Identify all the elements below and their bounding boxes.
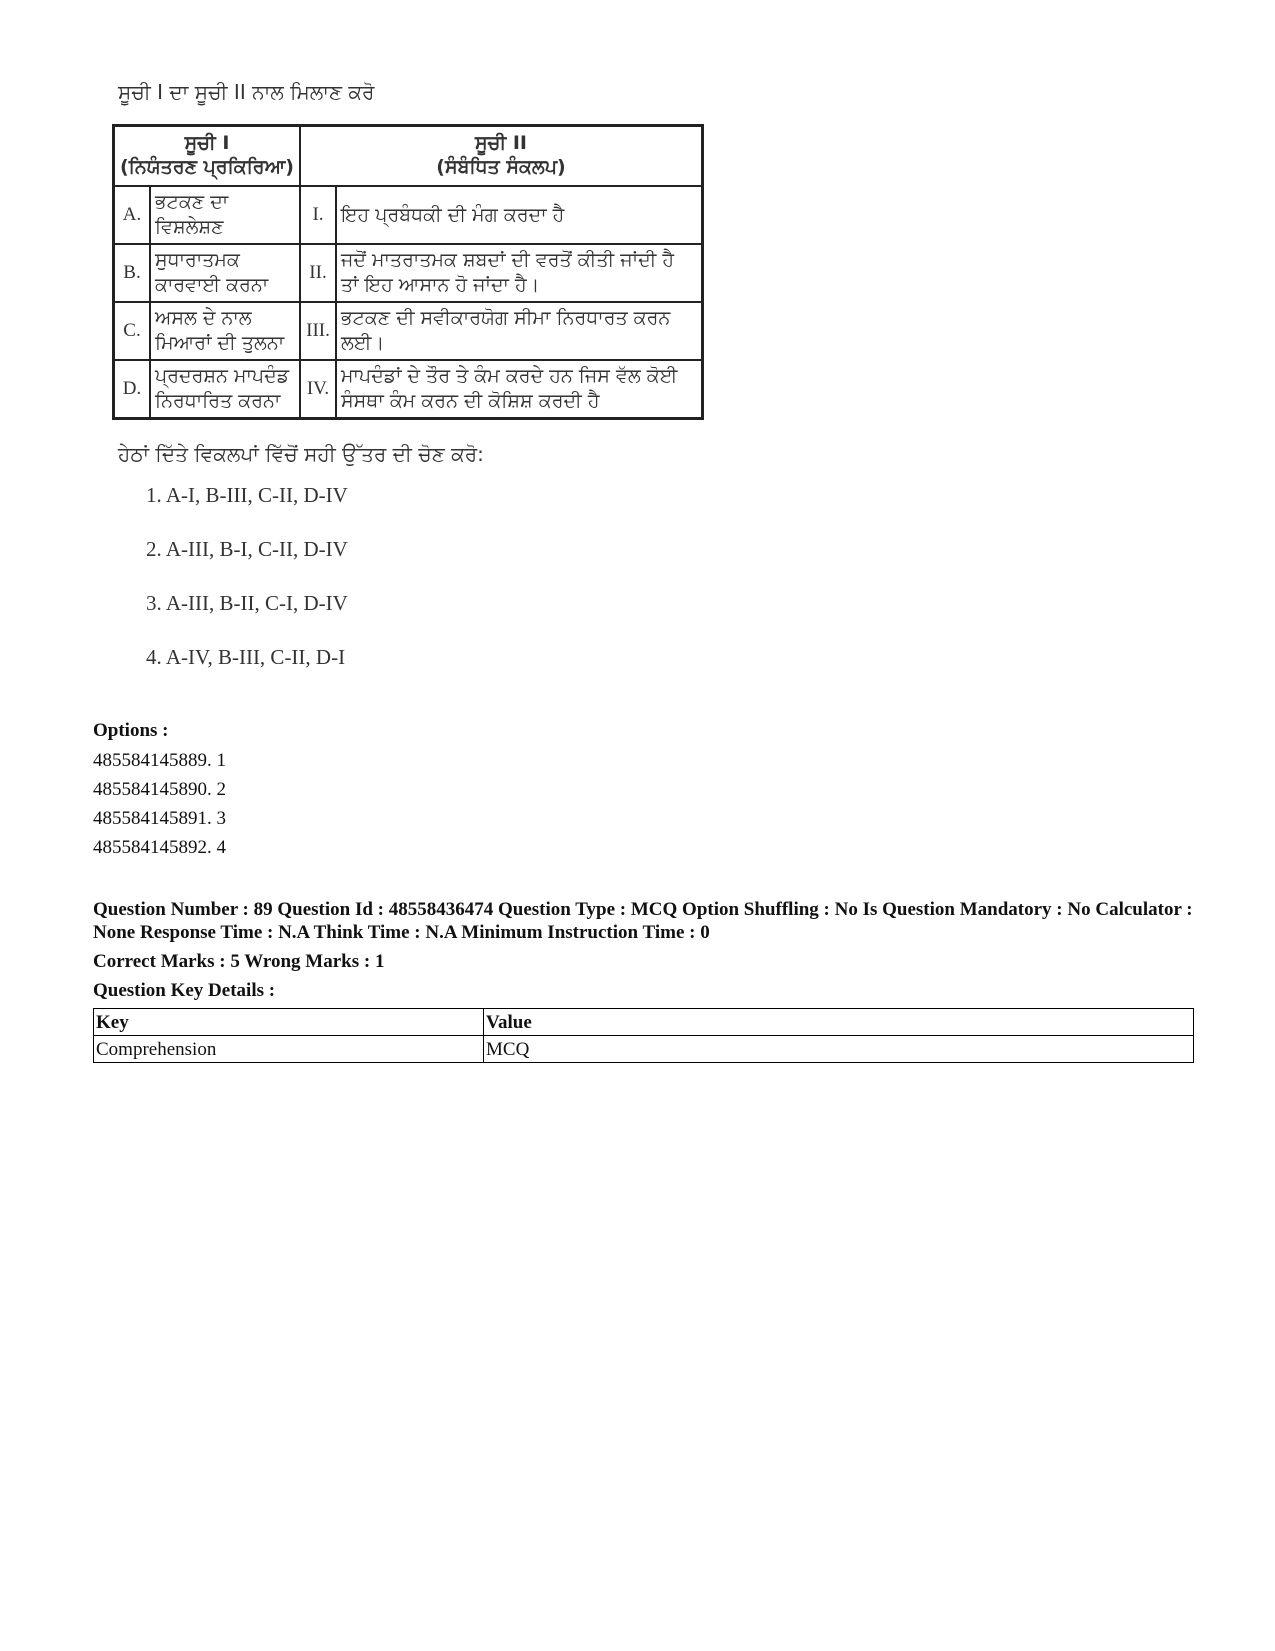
question-prompt: ਹੇਠਾਂ ਦਿੱਤੇ ਵਿਕਲਪਾਂ ਵਿੱਚੋਂ ਸਹੀ ਉੱਤਰ ਦੀ ਚੋਣ ਕਰੋ: — [118, 442, 484, 466]
list-2-item: ਮਾਪਦੰਡਾਂ ਦੇ ਤੌਰ ਤੇ ਕੰਮ ਕਰਦੇ ਹਨ ਜਿਸ ਵੱਲ ਕੋਈ ਸੰਸਥਾ ਕੰਮ ਕਰਨ ਦੀ ਕੋਸ਼ਿਸ਼ ਕਰਦੀ ਹੈ — [336, 360, 703, 419]
row-roman: I. — [300, 186, 336, 244]
table-cell: MCQ — [484, 1036, 1194, 1063]
option-item: 485584145891. 3 — [93, 808, 226, 829]
list-2-item: ਜਦੋਂ ਮਾਤਰਾਤਮਕ ਸ਼ਬਦਾਂ ਦੀ ਵਰਤੋਂ ਕੀਤੀ ਜਾਂਦੀ ਹੈ ਤਾਂ ਇਹ ਆਸਾਨ ਹੋ ਜਾਂਦਾ ਹੈ। — [336, 244, 703, 302]
table-row — [114, 302, 703, 360]
option-item: 485584145892. 4 — [93, 837, 226, 858]
option-item: 485584145890. 2 — [93, 779, 226, 800]
list-2-item: ਇਹ ਪ੍ਰਬੰਧਕੀ ਦੀ ਮੰਗ ਕਰਦਾ ਹੈ — [336, 186, 703, 244]
marks-info: Correct Marks : 5 Wrong Marks : 1 — [93, 951, 385, 972]
table-cell: Comprehension — [94, 1036, 484, 1063]
options-label: Options : — [93, 720, 169, 741]
row-letter: A. — [114, 186, 151, 244]
option-item: 485584145889. 1 — [93, 750, 226, 771]
answer-choice: 4. A-IV, B-III, C-II, D-I — [146, 645, 346, 669]
row-roman: III. — [300, 302, 336, 360]
list-1-item: ਅਸਲ ਦੇ ਨਾਲ ਮਿਆਰਾਂ ਦੀ ਤੁਲਨਾ — [150, 302, 300, 360]
key-details-label: Question Key Details : — [93, 980, 276, 1001]
question-intro: ਸੂਚੀ I ਦਾ ਸੂਚੀ II ਨਾਲ ਮਿਲਾਣ ਕਰੋ — [118, 80, 375, 104]
options-list — [93, 720, 226, 862]
question-info: Question Number : 89 Question Id : 48558436474 Question Type : MCQ Option Shuffling : No Is Question Mandatory : No Calculator : None Response Time : N.A Think Time : N.A Minimum Instruction Time : 0 — [93, 899, 1193, 943]
match-table — [112, 124, 704, 420]
row-roman: II. — [300, 244, 336, 302]
column-header: Value — [484, 1009, 1194, 1036]
column-header: Key — [94, 1009, 484, 1036]
answer-choice: 3. A-III, B-II, C-I, D-IV — [146, 591, 348, 615]
row-letter: B. — [114, 244, 151, 302]
key-value-table — [93, 1008, 1194, 1063]
table-row — [114, 360, 703, 419]
list-1-header: ਸੂਚੀ I (ਨਿਯੰਤਰਣ ਪ੍ਰਕਿਰਿਆ) — [114, 126, 301, 187]
table-row — [114, 186, 703, 244]
row-letter: D. — [114, 360, 151, 419]
list-2-header: ਸੂਚੀ II (ਸੰਬੰਧਿਤ ਸੰਕਲਪ) — [300, 126, 703, 187]
answer-choice: 1. A-I, B-III, C-II, D-IV — [146, 483, 348, 507]
list-1-item: ਸੁਧਾਰਾਤਮਕ ਕਾਰਵਾਈ ਕਰਨਾ — [150, 244, 300, 302]
answer-choice: 2. A-III, B-I, C-II, D-IV — [146, 537, 348, 561]
row-roman: IV. — [300, 360, 336, 419]
question-meta — [93, 898, 1193, 1063]
row-letter: C. — [114, 302, 151, 360]
list-2-item: ਭਟਕਣ ਦੀ ਸਵੀਕਾਰਯੋਗ ਸੀਮਾ ਨਿਰਧਾਰਤ ਕਰਨ ਲਈ। — [336, 302, 703, 360]
list-1-item: ਭਟਕਣ ਦਾ ਵਿਸ਼ਲੇਸ਼ਣ — [150, 186, 300, 244]
list-1-item: ਪ੍ਰਦਰਸ਼ਨ ਮਾਪਦੰਡ ਨਿਰਧਾਰਿਤ ਕਰਨਾ — [150, 360, 300, 419]
match-table-header — [114, 126, 703, 187]
table-row — [114, 244, 703, 302]
question-image — [112, 80, 704, 696]
answer-choices — [146, 480, 704, 696]
table-row — [94, 1036, 1194, 1063]
table-header-row — [94, 1009, 1194, 1036]
